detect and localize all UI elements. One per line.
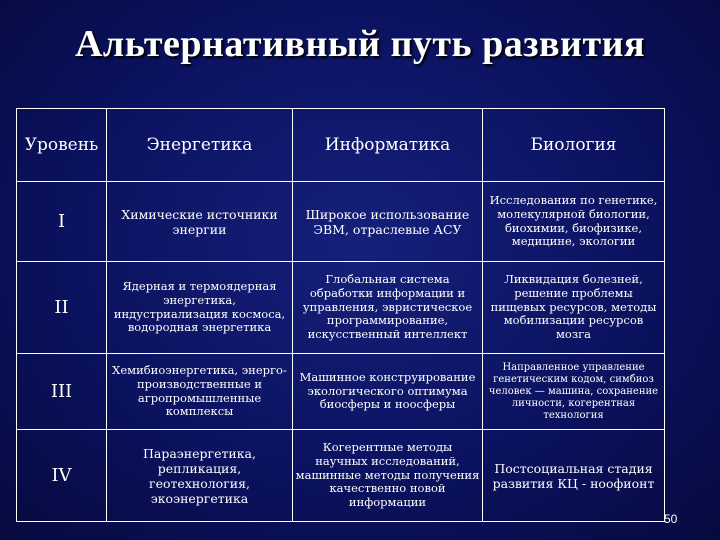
energy-cell: Хемибиоэнергетика, энерго-производственные и агропромышленные комплексы: [107, 354, 293, 430]
bio-cell: Исследования по генетике, молекулярной биологии, биохимии, биофизике, медицине, экологии: [483, 182, 665, 262]
level-cell: IV: [17, 430, 107, 522]
bio-cell: Постсоциальная стадия развития КЦ - ноофионт: [483, 430, 665, 522]
energy-cell: Параэнергетика, репликация, геотехнология, экоэнергетика: [107, 430, 293, 522]
table-header-row: [17, 109, 665, 182]
table-row: [17, 182, 665, 262]
development-table: [16, 108, 665, 522]
header-energy: Энергетика: [107, 109, 293, 182]
bio-cell: Ликвидация болезней, решение проблемы пищевых ресурсов, методы мобилизации ресурсов мозга: [483, 262, 665, 354]
table-row: [17, 430, 665, 522]
header-level: Уровень: [17, 109, 107, 182]
slide-title: Альтернативный путь развития: [74, 23, 646, 65]
info-cell: Когерентные методы научных исследований, машинные методы получения качественно новой информации: [293, 430, 483, 522]
table-row: [17, 262, 665, 354]
level-cell: II: [17, 262, 107, 354]
info-cell: Глобальная система обработки информации и управления, эвристическое программирование, искусственный интеллект: [293, 262, 483, 354]
level-cell: III: [17, 354, 107, 430]
info-cell: Машинное конструирование экологического оптимума биосферы и ноосферы: [293, 354, 483, 430]
level-cell: I: [17, 182, 107, 262]
info-cell: Широкое использование ЭВМ, отраслевые АСУ: [293, 182, 483, 262]
header-bio: Биология: [483, 109, 665, 182]
energy-cell: Химические источники энергии: [107, 182, 293, 262]
page-number: 50: [664, 512, 678, 526]
header-info: Информатика: [293, 109, 483, 182]
energy-cell: Ядерная и термоядерная энергетика, индустриализация космоса, водородная энергетика: [107, 262, 293, 354]
bio-cell: Направленное управление генетическим кодом, симбиоз человек — машина, сохранение личности, когерентная технология: [483, 354, 665, 430]
table-row: [17, 354, 665, 430]
